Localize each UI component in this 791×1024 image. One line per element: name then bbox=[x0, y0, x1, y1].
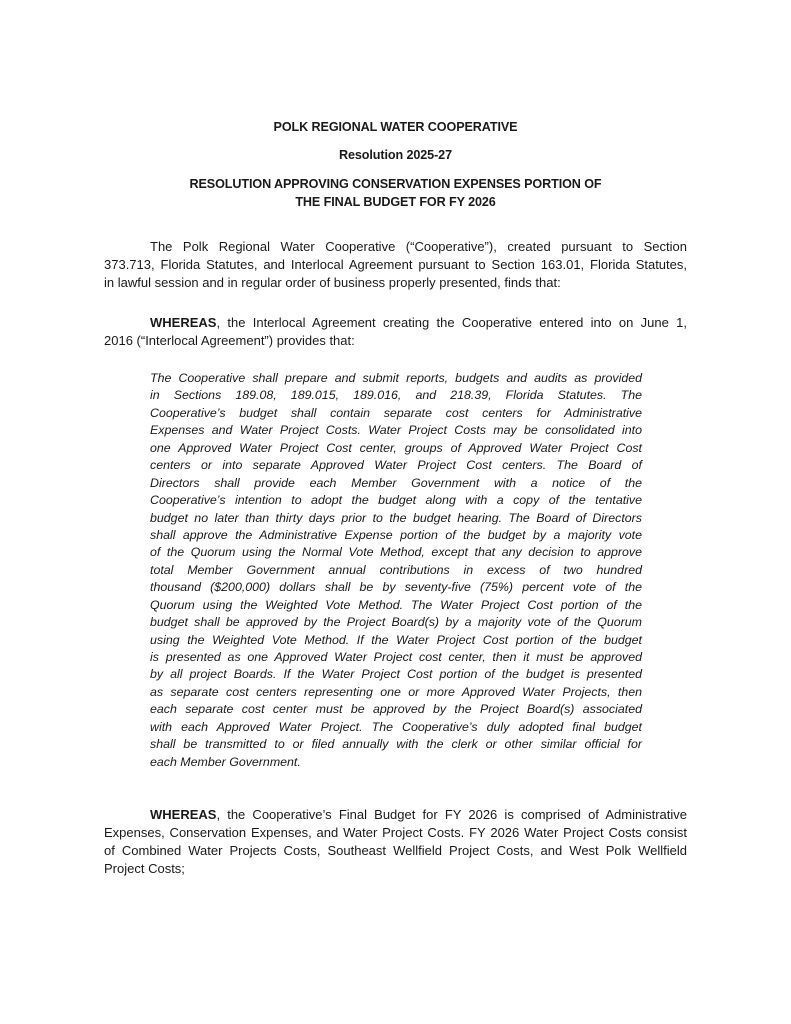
quote-line: one Approved Water Project Cost center, groups of Approved Water Project Cost bbox=[150, 440, 642, 455]
resolution-number: Resolution 2025-27 bbox=[339, 148, 452, 162]
quote-line: Expenses and Water Project Costs. Water Project Costs may be consolidated into bbox=[150, 423, 642, 438]
whereas-clause-1 bbox=[104, 314, 687, 350]
quote-line: Cooperative’s intention to adopt the budget along with a copy of the tentative bbox=[150, 493, 642, 508]
resolution-title-line-1: RESOLUTION APPROVING CONSERVATION EXPENSES PORTION OF bbox=[189, 177, 602, 191]
intro-line: 373.713, Florida Statutes, and Interlocal Agreement pursuant to Section 163.01, Florida Statutes, bbox=[104, 257, 687, 272]
whereas-clause-2 bbox=[104, 806, 687, 878]
whereas-1-line-1-text: , the Interlocal Agreement creating the Cooperative entered into on June 1, bbox=[216, 315, 687, 330]
intro-line: in lawful session and in regular order of business properly presented, finds that: bbox=[104, 275, 561, 290]
quote-line: budget shall be approved by the Project Board(s) by a majority vote of the Quorum bbox=[150, 615, 642, 630]
organization-title: POLK REGIONAL WATER COOPERATIVE bbox=[273, 120, 518, 134]
quote-line: total Member Government annual contributions in excess of two hundred bbox=[150, 562, 642, 577]
quote-line: thousand ($200,000) dollars shall be by seventy-five (75%) percent vote of the bbox=[150, 580, 642, 595]
whereas-keyword: WHEREAS bbox=[150, 315, 217, 330]
quote-line: of the Quorum using the Normal Vote Method, except that any decision to approve bbox=[150, 545, 642, 560]
intro-line: The Polk Regional Water Cooperative (“Cooperative”), created pursuant to Section bbox=[150, 239, 687, 254]
intro-paragraph bbox=[104, 238, 687, 292]
whereas-2-line-2: Expenses, Conservation Expenses, and Water Project Costs. FY 2026 Water Project Costs consist bbox=[104, 825, 687, 840]
whereas-2-line-1-text: , the Cooperative’s Final Budget for FY 2026 is comprised of Administrative bbox=[216, 807, 687, 822]
quote-line: shall approve the Administrative Expense portion of the budget by a majority vote bbox=[150, 527, 642, 542]
resolution-title-line-2: THE FINAL BUDGET FOR FY 2026 bbox=[295, 195, 496, 209]
quote-line: Quorum using the Weighted Vote Method. The Water Project Cost portion of the bbox=[150, 597, 642, 612]
quote-line: Cooperative’s budget shall contain separate cost centers for Administrative bbox=[150, 405, 642, 420]
whereas-2-line-3: of Combined Water Projects Costs, Southeast Wellfield Project Costs, and West Polk Wellfield bbox=[104, 843, 687, 858]
quote-line: shall be transmitted to or filed annually with the clerk or other similar official for bbox=[150, 737, 642, 752]
quote-line: budget no later than thirty days prior to the budget hearing. The Board of Directors bbox=[150, 510, 642, 525]
whereas-2-line-4: Project Costs; bbox=[104, 861, 185, 876]
quoted-provision bbox=[150, 370, 642, 771]
quote-line: each Member Government. bbox=[150, 754, 301, 769]
quote-line: is presented as one Approved Water Project cost center, then it must be approved bbox=[150, 650, 642, 664]
quote-line: centers or into separate Approved Water Project Cost centers. The Board of bbox=[150, 458, 642, 473]
quote-line: each separate cost center must be approved by the Project Board(s) associated bbox=[150, 702, 642, 717]
quote-line: in Sections 189.08, 189.015, 189.016, and 218.39, Florida Statutes. The bbox=[150, 388, 642, 403]
quote-line: Directors shall provide each Member Government with a notice of the bbox=[150, 475, 642, 490]
whereas-2-line-1 bbox=[104, 806, 687, 824]
quote-line: using the Weighted Vote Method. If the Water Project Cost portion of the budget bbox=[150, 632, 642, 647]
whereas-1-line-2: 2016 (“Interlocal Agreement”) provides that: bbox=[104, 333, 355, 348]
quote-line: by all project Boards. If the Water Project Cost portion of the budget is presented bbox=[150, 667, 642, 682]
quote-line: The Cooperative shall prepare and submit reports, budgets and audits as provided bbox=[150, 371, 642, 385]
quote-line: as separate cost centers representing one or more Approved Water Projects, then bbox=[150, 684, 642, 699]
whereas-1-line-1 bbox=[104, 314, 687, 332]
quote-line: with each Approved Water Project. The Cooperative’s duly adopted final budget bbox=[150, 719, 642, 734]
whereas-keyword: WHEREAS bbox=[150, 807, 217, 822]
